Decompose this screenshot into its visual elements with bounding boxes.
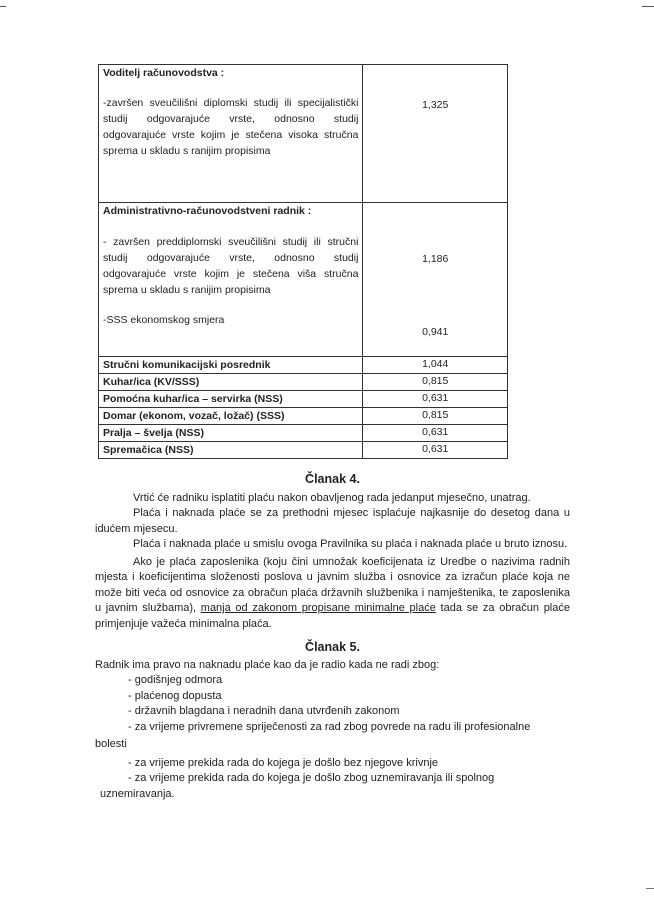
table-row [99, 65, 508, 203]
row-label: Domar (ekonom, vozač, ložač) (SSS) [99, 408, 363, 425]
paragraph: Plaća i naknada plaće u smislu ovoga Pravilnika su plaća i naknada plaće u bruto iznosu. [133, 538, 568, 550]
article-4 [95, 472, 570, 632]
row-text: -završen sveučilišni diplomski studij ili specijalistički studij odgovarajuće vrste, odnosno studij odgovarajuće vrste kojim je stečena visoka stručna sprema u skladu s ranijim propisima [103, 97, 359, 157]
table-row [99, 203, 508, 357]
table-row [99, 408, 508, 425]
coefficient-value: 1,186 [422, 253, 449, 265]
row-label: Pralja – švelja (NSS) [99, 425, 363, 442]
row-label: Pomoćna kuhar/ica – servirka (NSS) [99, 391, 363, 408]
article-5 [95, 640, 570, 802]
table-row [99, 391, 508, 408]
list-item: - državnih blagdana i neradnih dana utvrđenih zakonom [128, 705, 400, 717]
table-cell-description [99, 65, 363, 203]
table-cell-description [99, 203, 363, 357]
coefficient-value: 0,631 [363, 391, 508, 408]
coefficient-value: 0,631 [363, 442, 508, 459]
list-item-text: - za vrijeme prekida rada do kojega je došlo zbog uznemiravanja ili spolnog [128, 772, 495, 784]
scan-edge-mark [0, 6, 6, 7]
row-title: Voditelj računovodstva : [103, 67, 225, 79]
list-item: - plaćenog dopusta [128, 689, 222, 702]
list-item: - za vrijeme prekida rada do kojega je došlo bez njegove krivnje [128, 756, 439, 769]
coefficient-value: 0,631 [363, 425, 508, 442]
row-text: - završen preddiplomski sveučilišni studij ili stručni studij odgovarajuće vrste, odnosno studij odgovarajuće vrste kojim je stečena viša stručna sprema u skladu s ranijim propisima [103, 236, 359, 296]
list-item [95, 720, 570, 753]
list-item-text: - za vrijeme privremene spriječenosti za rad zbog povrede na radu ili profesionalne [128, 720, 531, 733]
list-item: - godišnjeg odmora [128, 674, 223, 686]
paragraph: Vrtić će radniku isplatiti plaću nakon obavljenog rada jedanput mjesečno, unatrag. [133, 491, 531, 504]
row-label: Kuhar/ica (KV/SSS) [99, 374, 363, 391]
row-label: Stručni komunikacijski posrednik [99, 357, 363, 374]
row-label: Spremačica (NSS) [99, 442, 363, 459]
table-cell-value [363, 203, 508, 357]
coefficient-value: 0,815 [363, 408, 508, 425]
coefficient-value: 0,815 [363, 374, 508, 391]
table-row [99, 357, 508, 374]
scan-edge-mark [646, 888, 654, 889]
underlined-text: manja od zakonom propisane minimalne plaće [200, 602, 436, 614]
paragraph-text: tada se za obračun plaće primjenjuje važeća minimalna plaća. [95, 602, 570, 630]
table-row [99, 374, 508, 391]
paragraph [95, 555, 570, 633]
row-title: Administrativno-računovodstveni radnik : [103, 205, 312, 217]
article-heading: Članak 4. [305, 472, 360, 486]
list-item-continuation: bolesti [95, 738, 127, 750]
row-text-secondary: -SSS ekonomskog smjera [103, 314, 225, 326]
list-item [100, 771, 570, 802]
paragraph-text: Ako je plaća zaposlenika (koju čini umnožak koeficijenata iz Uredbe o nazivima radnih mjesta i koeficijentima složenosti poslova u javnim služba i osnovice za izračun plaće koja ne može biti veća od osnovice za obračun plaća državnih službenika i namještenika, te zaposlenika u javnim službama), [95, 555, 570, 614]
coefficient-table [98, 64, 508, 459]
coefficient-value: 0,941 [422, 326, 449, 338]
paragraph: Radnik ima pravo na naknadu plaće kao da je radio kada ne radi zbog: [95, 658, 440, 671]
table-row [99, 442, 508, 459]
coefficient-value: 1,044 [363, 357, 508, 374]
table-cell-value [363, 65, 508, 203]
article-heading: Članak 5. [305, 640, 360, 654]
coefficient-value: 1,325 [422, 99, 449, 111]
scan-edge-mark [642, 6, 654, 7]
paragraph: Plaća i naknada plaće se za prethodni mjesec isplaćuje najkasnije do desetog dana u idućem mjesecu. [95, 507, 570, 535]
list-item-continuation: uznemiravanja. [100, 787, 175, 800]
table-row [99, 425, 508, 442]
reason-list [95, 673, 570, 802]
